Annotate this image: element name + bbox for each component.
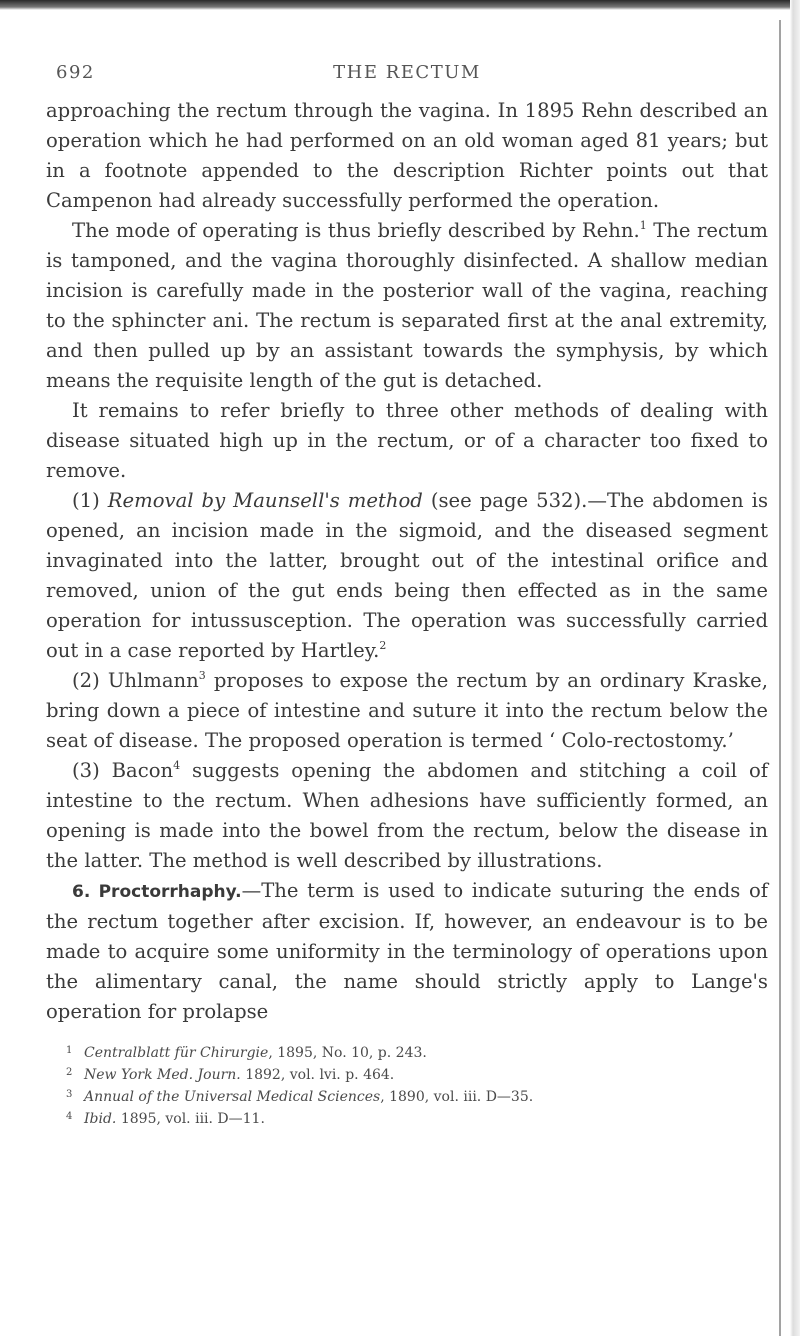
paragraph-7 (46, 876, 768, 1027)
scan-spine-line (779, 20, 781, 1336)
footnote (66, 1041, 768, 1063)
footnote-number: 4 (66, 1111, 73, 1122)
paragraph-2-text-a: The mode of operating is thus briefly described by Rehn. (72, 219, 640, 242)
paragraph-1 (46, 96, 768, 216)
paragraph-4 (46, 486, 768, 666)
paragraph-2-text-b: The rectum is tamponed, and the vagina thoroughly disinfected. A shallow median incision is carefully made in the posterior wall of the vagina, reaching to the sphincter ani. The rectum is separated first at the anal extremity, and then pulled up by an assistant towards the symphysis, by which means the requisite length of the gut is detached. (46, 219, 768, 392)
paragraph-5-text-b: proposes to expose the rectum by an ordinary Kraske, bring down a piece of intestine and suture it into the rectum below the seat of disease. The proposed operation is termed ‘ Colo-rectostomy.’ (46, 669, 768, 752)
paragraph-1-text: approaching the rectum through the vagina. In 1895 Rehn described an operation which he had performed on an old woman aged 81 years; but in a footnote appended to the description Richter points out that Campenon had already successfully performed the operation. (46, 99, 768, 212)
footnote-number: 3 (66, 1089, 73, 1100)
footnote-citation: 1895, vol. iii. D—11. (116, 1111, 265, 1127)
footnote-ref-1: 1 (639, 219, 647, 232)
running-head: THE RECTUM (333, 62, 481, 83)
paragraph-4-italic: Removal by Maunsell's method (107, 489, 423, 512)
section-heading-proctorrhaphy: 6. Proctorrhaphy. (72, 882, 242, 902)
scan-top-edge (0, 0, 800, 10)
paragraph-2 (46, 216, 768, 396)
footnote-citation: , 1890, vol. iii. D—35. (380, 1089, 534, 1105)
paragraph-4-text: (see page 532).—The abdomen is opened, an incision made in the sigmoid, and the diseased segment invaginated into the latter, brought out of the intestinal orifice and removed, union of the gut ends being then effected as in the same operation for intussusception. The operation was successfully carried out in a case reported by Hartley. (46, 489, 768, 662)
footnote-title: Annual of the Universal Medical Sciences (84, 1089, 381, 1105)
book-page (46, 62, 768, 1129)
paragraph-5 (46, 666, 768, 756)
paragraph-5-text-a: (2) Uhlmann (72, 669, 199, 692)
footnote-ref-2: 2 (379, 639, 387, 652)
paragraph-7-text: —The term is used to indicate suturing the ends of the rectum together after excision. If, however, an endeavour is to be made to acquire some uniformity in the terminology of operations upon the alimentary canal, the name should strictly apply to Lange's operation for prolapse (46, 879, 768, 1023)
paragraph-6-text-a: (3) Bacon (72, 759, 174, 782)
scan-right-edge (790, 0, 800, 1336)
footnote (66, 1085, 768, 1107)
footnote-title: Ibid. (84, 1111, 117, 1127)
page-number: 692 (56, 62, 95, 83)
paragraph-3-text: It remains to refer briefly to three other methods of dealing with disease situated high up in the rectum, or of a character too fixed to remove. (46, 399, 768, 482)
footnotes (46, 1041, 768, 1129)
body-text (46, 96, 768, 1027)
page-header (46, 62, 768, 92)
footnote-citation: 1892, vol. lvi. p. 464. (240, 1067, 395, 1083)
footnote-title: Centralblatt für Chirurgie (84, 1045, 269, 1061)
paragraph-6 (46, 756, 768, 876)
footnote-ref-4: 4 (173, 759, 181, 772)
paragraph-4-number: (1) (72, 489, 108, 512)
footnote-ref-3: 3 (198, 669, 206, 682)
footnote (66, 1063, 768, 1085)
paragraph-3 (46, 396, 768, 486)
paragraph-6-text-b: suggests opening the abdomen and stitching a coil of intestine to the rectum. When adhesions have sufficiently formed, an opening is made into the bowel from the rectum, below the disease in the latter. The method is well described by illustrations. (46, 759, 769, 872)
footnote-title: New York Med. Journ. (84, 1067, 241, 1083)
footnote-number: 1 (66, 1045, 73, 1056)
footnote-number: 2 (66, 1067, 73, 1078)
footnote (66, 1107, 768, 1129)
footnote-citation: , 1895, No. 10, p. 243. (268, 1045, 427, 1061)
